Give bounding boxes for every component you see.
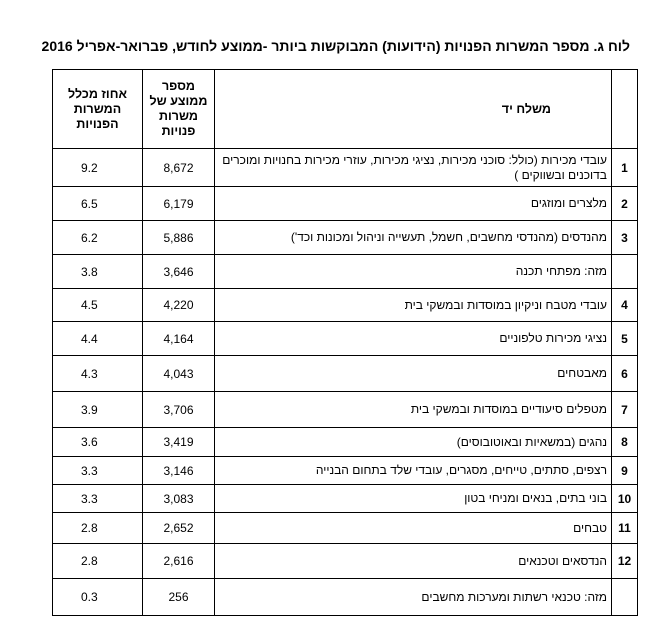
table-row: [53, 392, 638, 428]
row-index: 11: [612, 513, 638, 544]
row-occupation: הנדסאים וטכנאים: [215, 544, 612, 579]
table-row: [53, 289, 638, 322]
header-percent: אחוז מכלל המשרות הפנויות: [53, 70, 143, 149]
row-occupation: בוני בתים, בנאים ומניחי בטון: [215, 485, 612, 513]
row-percent: 3.3: [53, 457, 143, 485]
row-occupation: מזה: מפתחי תכנה: [215, 255, 612, 289]
row-count: 3,646: [143, 255, 215, 289]
row-count: 4,220: [143, 289, 215, 322]
table-row: [53, 428, 638, 457]
table-row: [53, 544, 638, 579]
row-count: 3,706: [143, 392, 215, 428]
table-row: [53, 457, 638, 485]
row-index: [612, 579, 638, 616]
row-count: 2,652: [143, 513, 215, 544]
row-count: 3,419: [143, 428, 215, 457]
row-index: 5: [612, 322, 638, 356]
table-row: [53, 513, 638, 544]
table-row: [53, 149, 638, 187]
row-count: 8,672: [143, 149, 215, 187]
row-percent: 6.2: [53, 221, 143, 255]
row-index: 10: [612, 485, 638, 513]
row-index: 1: [612, 149, 638, 187]
row-percent: 3.9: [53, 392, 143, 428]
table-row: [53, 255, 638, 289]
row-count: 5,886: [143, 221, 215, 255]
row-percent: 3.3: [53, 485, 143, 513]
table-row: [53, 485, 638, 513]
row-index: 3: [612, 221, 638, 255]
row-index: 8: [612, 428, 638, 457]
row-index: 6: [612, 356, 638, 392]
row-count: 6,179: [143, 187, 215, 221]
row-count: 4,043: [143, 356, 215, 392]
table-row: [53, 579, 638, 616]
table-row: [53, 221, 638, 255]
row-occupation: מטפלים סיעודיים במוסדות ובמשקי בית: [215, 392, 612, 428]
row-occupation: עובדי מטבח וניקיון במוסדות ובמשקי בית: [215, 289, 612, 322]
row-index: 2: [612, 187, 638, 221]
row-percent: 9.2: [53, 149, 143, 187]
vacancies-table: [52, 69, 638, 616]
row-index: 7: [612, 392, 638, 428]
row-occupation: מאבטחים: [215, 356, 612, 392]
table-title: לוח ג. מספר המשרות הפנויות (הידועות) המבוקשות ביותר -ממוצע לחודש, פברואר-אפריל 2016: [41, 38, 630, 54]
header-index: [612, 70, 638, 149]
row-occupation: טבחים: [215, 513, 612, 544]
row-occupation: מזה: טכנאי רשתות ומערכות מחשבים: [215, 579, 612, 616]
row-index: 9: [612, 457, 638, 485]
row-percent: 6.5: [53, 187, 143, 221]
row-count: 3,146: [143, 457, 215, 485]
row-percent: 3.6: [53, 428, 143, 457]
row-percent: 2.8: [53, 513, 143, 544]
row-count: 2,616: [143, 544, 215, 579]
row-count: 256: [143, 579, 215, 616]
row-count: 3,083: [143, 485, 215, 513]
table-row: [53, 356, 638, 392]
row-percent: 4.5: [53, 289, 143, 322]
row-percent: 4.3: [53, 356, 143, 392]
row-occupation: עובדי מכירות (כולל: סוכני מכירות, נציגי מכירות, עוזרי מכירות בחנויות ומוכרים בדוכנים ובשווקים ): [215, 149, 612, 187]
header-occupation: משלח יד: [215, 70, 612, 149]
table-row: [53, 187, 638, 221]
table-row: [53, 322, 638, 356]
row-occupation: מהנדסים (מהנדסי מחשבים, חשמל, תעשייה וניהול ומכונות וכד'): [215, 221, 612, 255]
row-index: 12: [612, 544, 638, 579]
row-percent: 2.8: [53, 544, 143, 579]
row-occupation: רצפים, סתתים, טייחים, מסגרים, עובדי שלד בתחום הבנייה: [215, 457, 612, 485]
row-occupation: נהגים (במשאיות ובאוטובוסים): [215, 428, 612, 457]
header-count: מספר ממוצע של משרות פנויות: [143, 70, 215, 149]
row-index: 4: [612, 289, 638, 322]
row-percent: 0.3: [53, 579, 143, 616]
row-count: 4,164: [143, 322, 215, 356]
row-percent: 4.4: [53, 322, 143, 356]
row-index: [612, 255, 638, 289]
header-row: [53, 70, 638, 149]
row-percent: 3.8: [53, 255, 143, 289]
row-occupation: מלצרים ומוזגים: [215, 187, 612, 221]
row-occupation: נציגי מכירות טלפוניים: [215, 322, 612, 356]
